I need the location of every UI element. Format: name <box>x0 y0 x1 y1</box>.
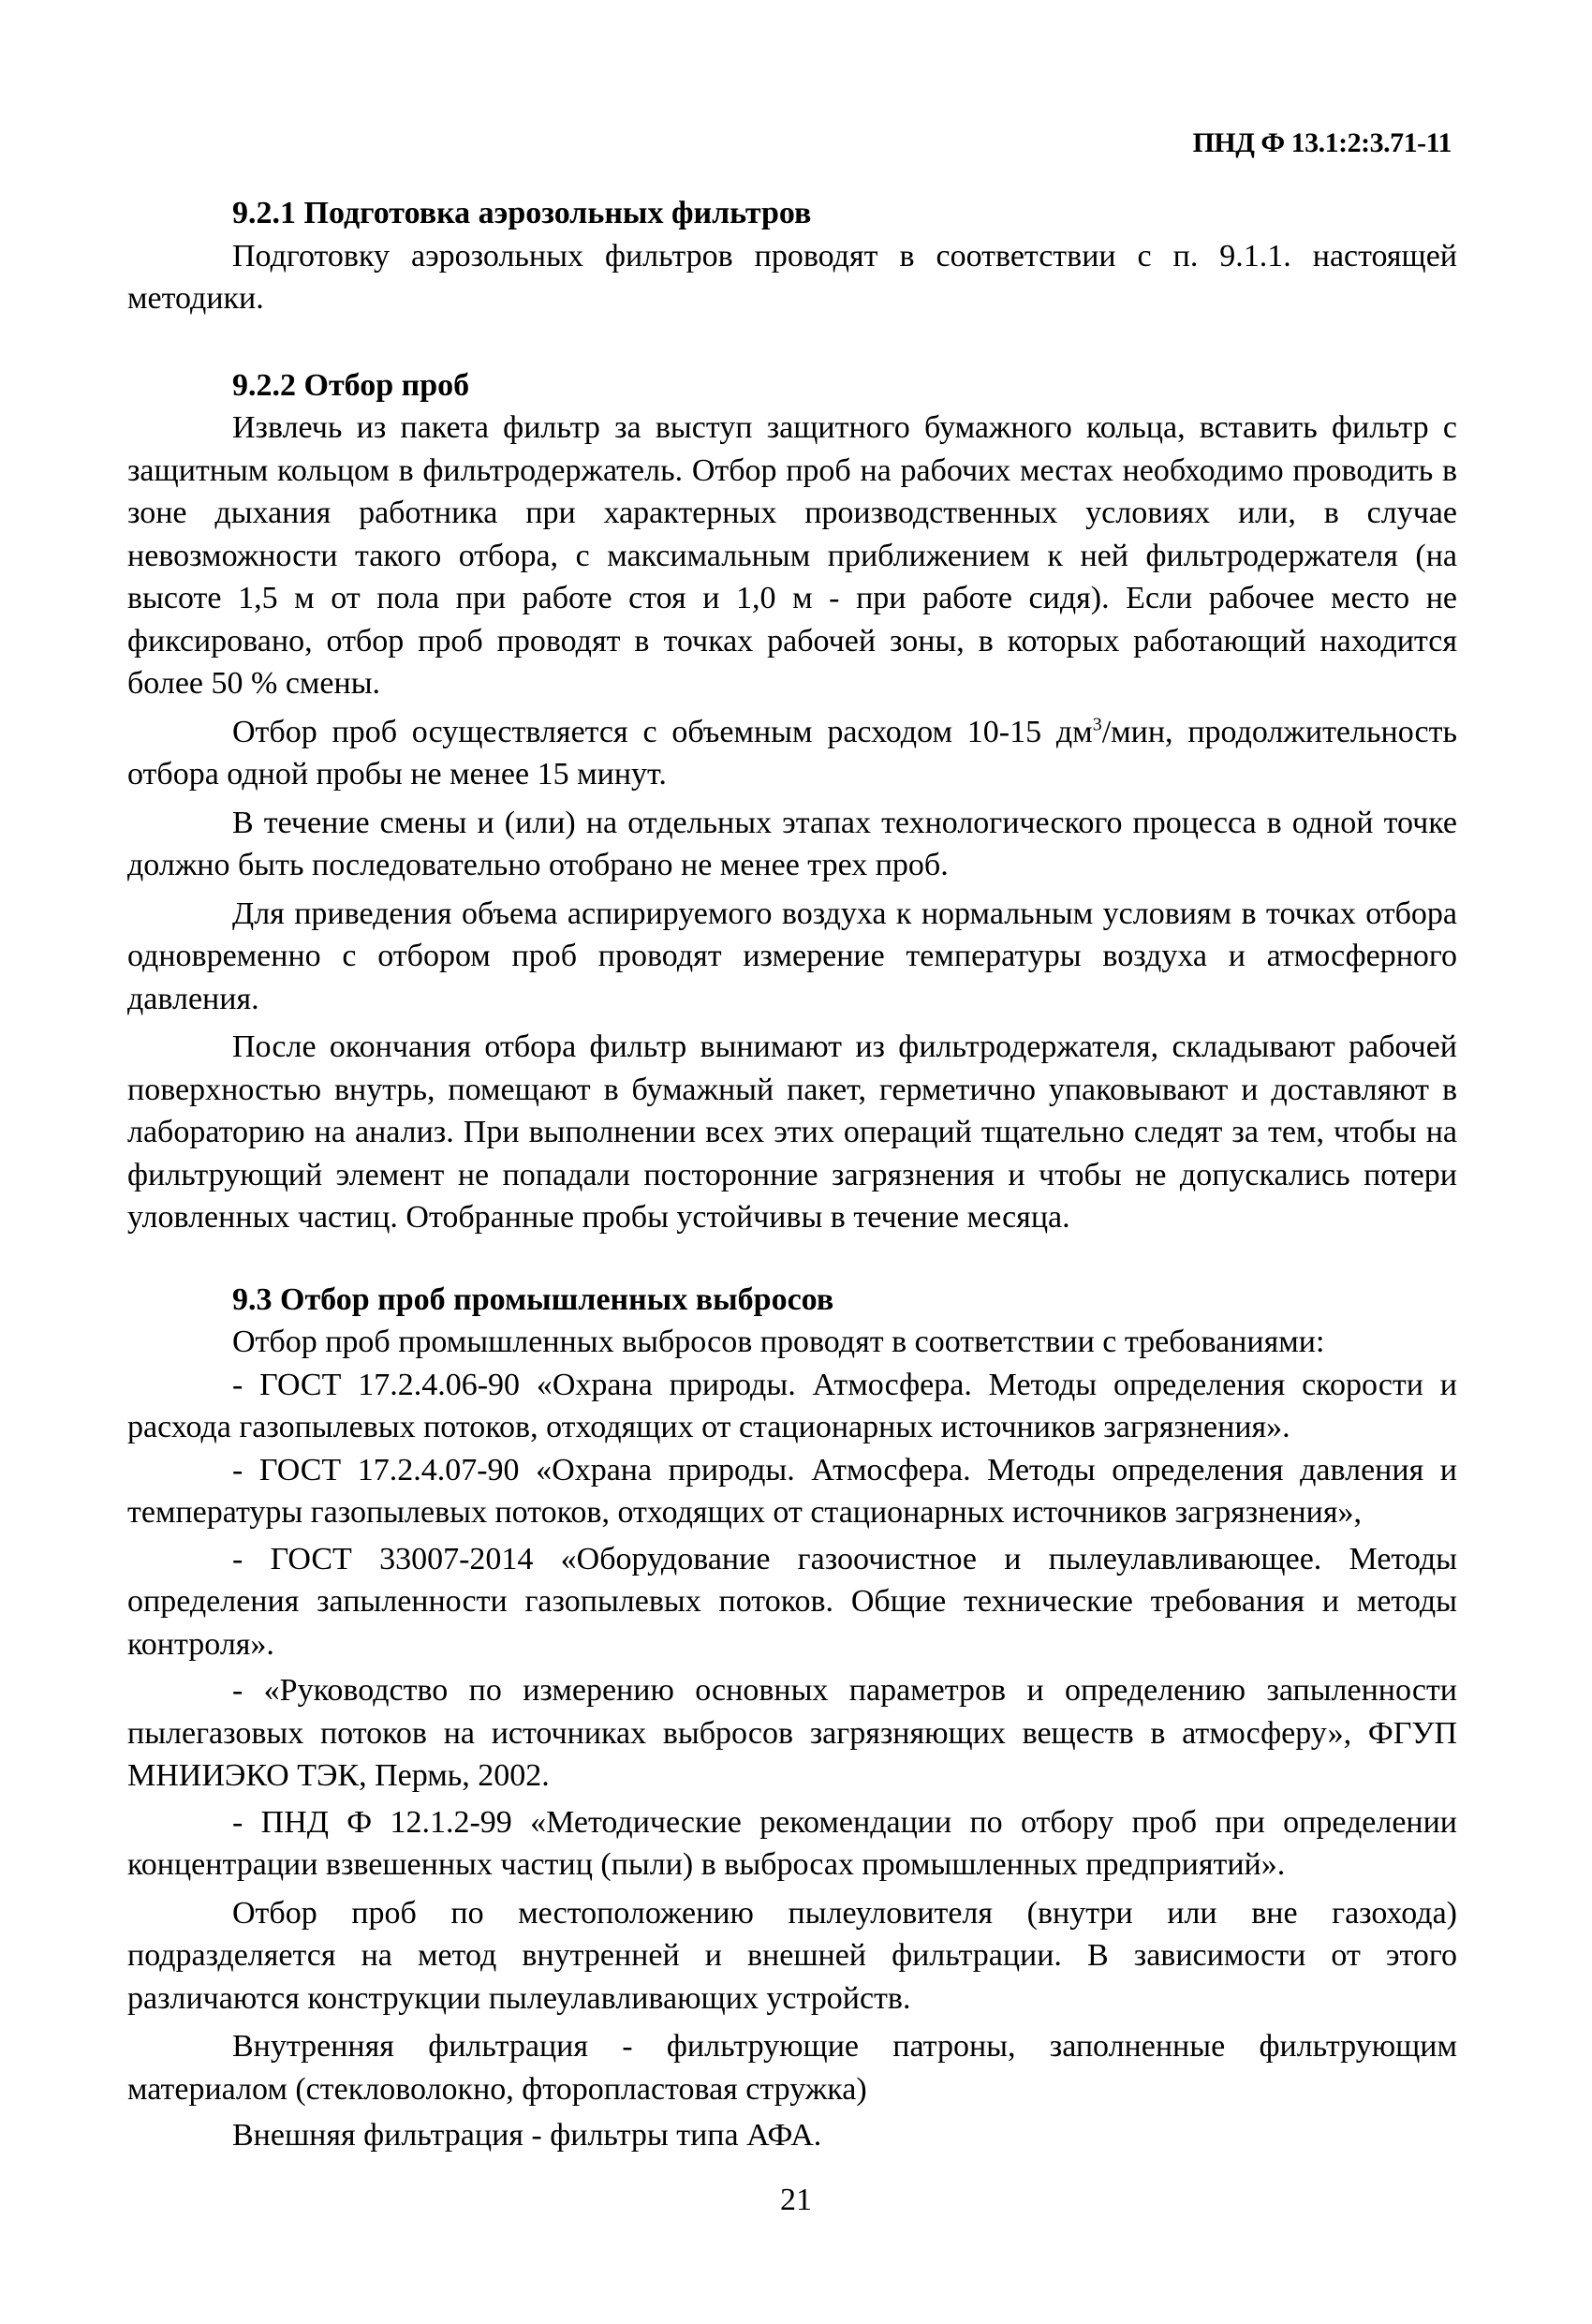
page-content <box>127 192 1457 2157</box>
paragraph: Внутренняя фильтрация - фильтрующие патроны, заполненные фильтрующим материалом (стекловолокно, фторопластовая стружка) <box>127 2029 1457 2107</box>
section-heading-9-3: 9.3 Отбор проб промышленных выбросов <box>232 1281 834 1317</box>
paragraph: В течение смены и (или) на отдельных этапах технологического процесса в одной точке должно быть последовательно отобрано не менее трех проб. <box>127 805 1457 882</box>
paragraph: Отбор проб промышленных выбросов проводят в соответствии с требованиями: <box>232 1325 1325 1359</box>
paragraph: Внешняя фильтрация - фильтры типа АФА. <box>232 2118 822 2153</box>
page-number: 21 <box>780 2183 812 2217</box>
list-item: - ГОСТ 33007-2014 «Оборудование газоочистное и пылеулавливающее. Методы определения запыленности газопылевых потоков. Общие технические требования и методы контроля». <box>127 1541 1457 1662</box>
paragraph: Подготовку аэрозольных фильтров проводят в соответствии с п. 9.1.1. настоящей методики. <box>127 238 1457 316</box>
section-heading-9-2-1: 9.2.1 Подготовка аэрозольных фильтров <box>232 196 812 230</box>
paragraph: Для приведения объема аспирируемого воздуха к нормальным условиям в точках отбора одновременно с отбором проб проводят измерение температуры воздуха и атмосферного давления. <box>127 896 1457 1016</box>
list-item: - ПНД Ф 12.1.2-99 «Методические рекомендации по отбору проб при определении концентрации взвешенных частиц (пыли) в выбросах промышленных предприятий». <box>127 1804 1457 1882</box>
paragraph: После окончания отбора фильтр вынимают из фильтродержателя, складывают рабочей поверхностью внутрь, помещают в бумажный пакет, герметично упаковывают и доставляют в лабораторию на анализ. При выполнении всех этих операций тщательно следят за тем, чтобы на фильтрующий элемент не попадали посторонние загрязнения и чтобы не допускались потери уловленных частиц. Отобранные пробы устойчивы в течение месяца. <box>127 1029 1457 1235</box>
flow-rate-text-start: Отбор проб осуществляется с объемным расходом 10-15 дм <box>232 714 1093 749</box>
section-heading-9-2-2: 9.2.2 Отбор проб <box>232 367 470 403</box>
list-item: - ГОСТ 17.2.4.06-90 «Охрана природы. Атмосфера. Методы определения скорости и расхода газопылевых потоков, отходящих от стационарных источников загрязнения». <box>127 1367 1457 1444</box>
flow-rate-text-end: /мин, продолжительность отбора одной пробы не менее 15 минут. <box>127 714 1457 792</box>
list-item: - «Руководство по измерению основных параметров и определению запыленности пылегазовых потоков на источниках выбросов загрязняющих веществ в атмосферу», ФГУП МНИИЭКО ТЭК, Пермь, 2002. <box>127 1673 1457 1793</box>
document-code: ПНД Ф 13.1:2:3.71-11 <box>1192 127 1452 158</box>
paragraph: Отбор проб по местоположению пылеуловителя (внутри или вне газохода) подразделяется на метод внутренней и внешней фильтрации. В зависимости от этого различаются конструкции пылеулавливающих устройств. <box>127 1895 1457 2016</box>
superscript: 3 <box>1092 714 1102 735</box>
list-item: - ГОСТ 17.2.4.07-90 «Охрана природы. Атмосфера. Методы определения давления и температуры газопылевых потоков, отходящих от стационарных источников загрязнения», <box>127 1452 1457 1530</box>
paragraph: Извлечь из пакета фильтр за выступ защитного бумажного кольца, вставить фильтр с защитным кольцом в фильтродержатель. Отбор проб на рабочих местах необходимо проводить в зоне дыхания работника при характерных производственных условиях или, в случае невозможности такого отбора, с максимальным приближением к ней фильтродержателя (на высоте 1,5 м от пола при работе стоя и 1,0 м - при работе сидя). Если рабочее место не фиксировано, отбор проб проводят в точках рабочей зоны, в которых работающий находится более 50 % смены. <box>127 410 1457 701</box>
paragraph-flow-rate <box>127 711 1457 796</box>
